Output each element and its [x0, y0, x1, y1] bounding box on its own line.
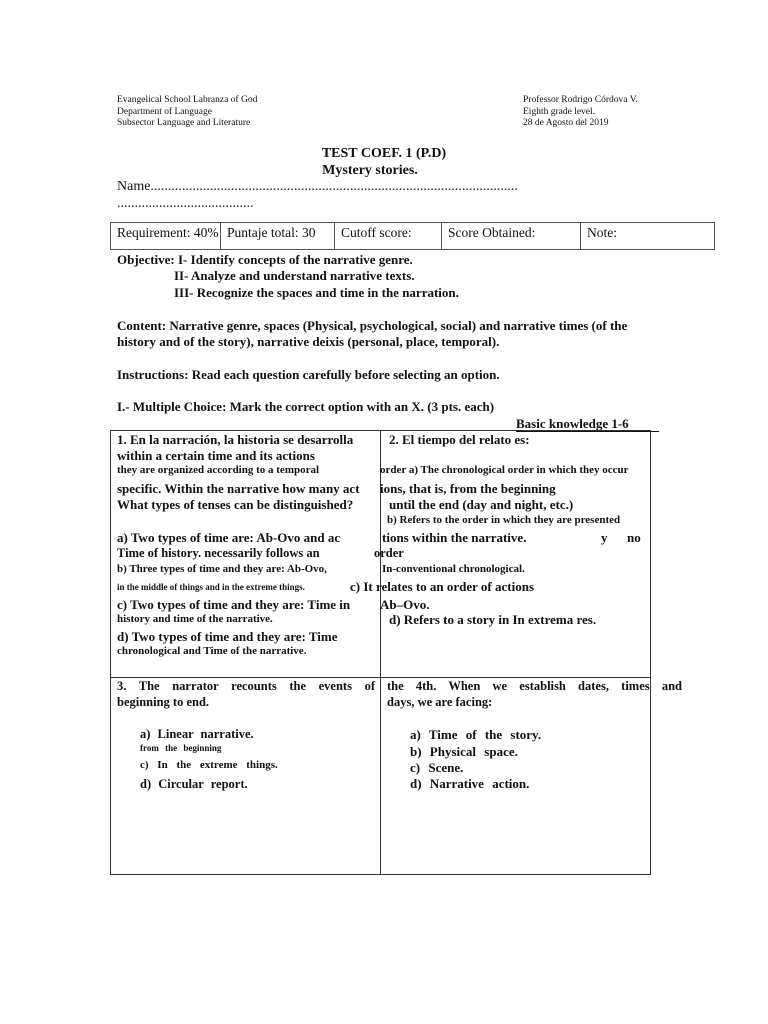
requirement-cell: Requirement: 40%: [111, 223, 221, 249]
q3-option-c: c) In the extreme things.: [140, 759, 278, 771]
objective-line-1: Objective: I- Identify concepts of the narrative genre.: [117, 252, 413, 267]
name-line-continuation: .......................................: [117, 196, 254, 211]
grid-divider-horizontal: [110, 677, 651, 678]
objective-line-2: II- Analyze and understand narrative texts.: [174, 268, 415, 283]
content-line-2: history and of the story), narrative deixis (personal, place, temporal).: [117, 334, 500, 349]
professor-name: Professor Rodrigo Córdova V.: [523, 95, 638, 105]
q2-option-a: order a) The chronological order in which they occur: [380, 464, 629, 476]
q3-option-d: d) Circular report.: [140, 777, 248, 791]
q1-line-2: within a certain time and its actions: [117, 448, 315, 463]
q4-option-d: d) Narrative action.: [410, 776, 530, 791]
q4-line-1: the 4th. When we establish dates, times and: [387, 679, 682, 693]
q1-option-b-cont: in the middle of things and in the extreme things.: [117, 582, 305, 592]
puntaje-total-cell: Puntaje total: 30: [221, 223, 335, 249]
q3-line-2: beginning to end.: [117, 695, 210, 709]
q2-order-word: order: [374, 546, 404, 560]
subsector-name: Subsector Language and Literature: [117, 118, 251, 128]
q2-option-c-overlap: Ab–Ovo.: [380, 597, 430, 612]
q1-line-3: they are organized according to a temporal: [117, 464, 320, 476]
test-date: 28 de Agosto del 2019: [523, 118, 609, 128]
q2-option-b: b) Refers to the order in which they are presented: [387, 514, 621, 526]
q1-option-d: d) Two types of time and they are: Time: [117, 629, 338, 644]
q1-option-a: a) Two types of time are: Ab-Ovo and ac: [117, 530, 341, 545]
q3-option-a: a) Linear narrative.: [140, 727, 254, 741]
q1-line-5: What types of tenses can be distinguished?: [117, 497, 354, 512]
q2-option-b-cont: In-conventional chronological.: [382, 563, 525, 575]
objective-line-3: III- Recognize the spaces and time in the narration.: [174, 285, 459, 300]
q4-line-2: days, we are facing:: [387, 695, 493, 709]
section-title: I.- Multiple Choice: Mark the correct option with an X. (3 pts. each): [117, 399, 495, 414]
q1-line-1: 1. En la narración, la historia se desarrolla: [117, 432, 354, 447]
q2-option-d: d) Refers to a story in In extrema res.: [389, 612, 597, 627]
q2-option-a-overlap: ions, that is, from the beginning: [380, 481, 556, 496]
test-subtitle: Mystery stories.: [322, 163, 418, 178]
q2-option-a-cont: until the end (day and night, etc.): [389, 497, 574, 512]
department-name: Department of Language: [117, 107, 212, 117]
q4-option-c: c) Scene.: [410, 760, 464, 775]
q1-option-a-cont: Time of history. necessarily follows an: [117, 546, 320, 560]
school-name: Evangelical School Labranza of God: [117, 95, 258, 105]
q2-option-b-y: y: [601, 530, 608, 545]
q1-option-c: c) Two types of time and they are: Time in: [117, 597, 351, 612]
grade-level: Eighth grade level.: [523, 107, 596, 117]
q4-option-b: b) Physical space.: [410, 744, 518, 759]
q3-option-a-cont: from the beginning: [140, 743, 222, 753]
content-line-1: Content: Narrative genre, spaces (Physical, psychological, social) and narrative times (of the: [117, 318, 628, 333]
q2-option-b-no: no: [627, 530, 641, 545]
q1-option-d-cont: chronological and Time of the narrative.: [117, 645, 307, 657]
q3-line-1: 3. The narrator recounts the events of: [117, 679, 375, 693]
q1-option-c-cont: history and time of the narrative.: [117, 613, 273, 625]
q1-line-4: specific. Within the narrative how many act: [117, 481, 360, 496]
test-title: TEST COEF. 1 (P.D): [321, 146, 447, 161]
name-line: Name.........................................................................................................: [117, 179, 518, 194]
instructions: Instructions: Read each question carefully before selecting an option.: [117, 367, 500, 382]
q2-option-c: c) It relates to an order of actions: [350, 579, 535, 594]
note-cell: Note:: [587, 225, 617, 240]
q2-option-b-overlap: tions within the narrative.: [382, 530, 527, 545]
score-table: [110, 222, 715, 250]
score-obtained-cell: Score Obtained:: [442, 223, 581, 249]
q1-option-b: b) Three types of time and they are: Ab-Ovo,: [117, 563, 327, 575]
basic-knowledge-label: Basic knowledge 1-6: [516, 416, 659, 432]
q2-line-1: 2. El tiempo del relato es:: [389, 432, 530, 447]
q4-option-a: a) Time of the story.: [410, 727, 542, 742]
cutoff-score-cell: Cutoff score:: [335, 223, 442, 249]
